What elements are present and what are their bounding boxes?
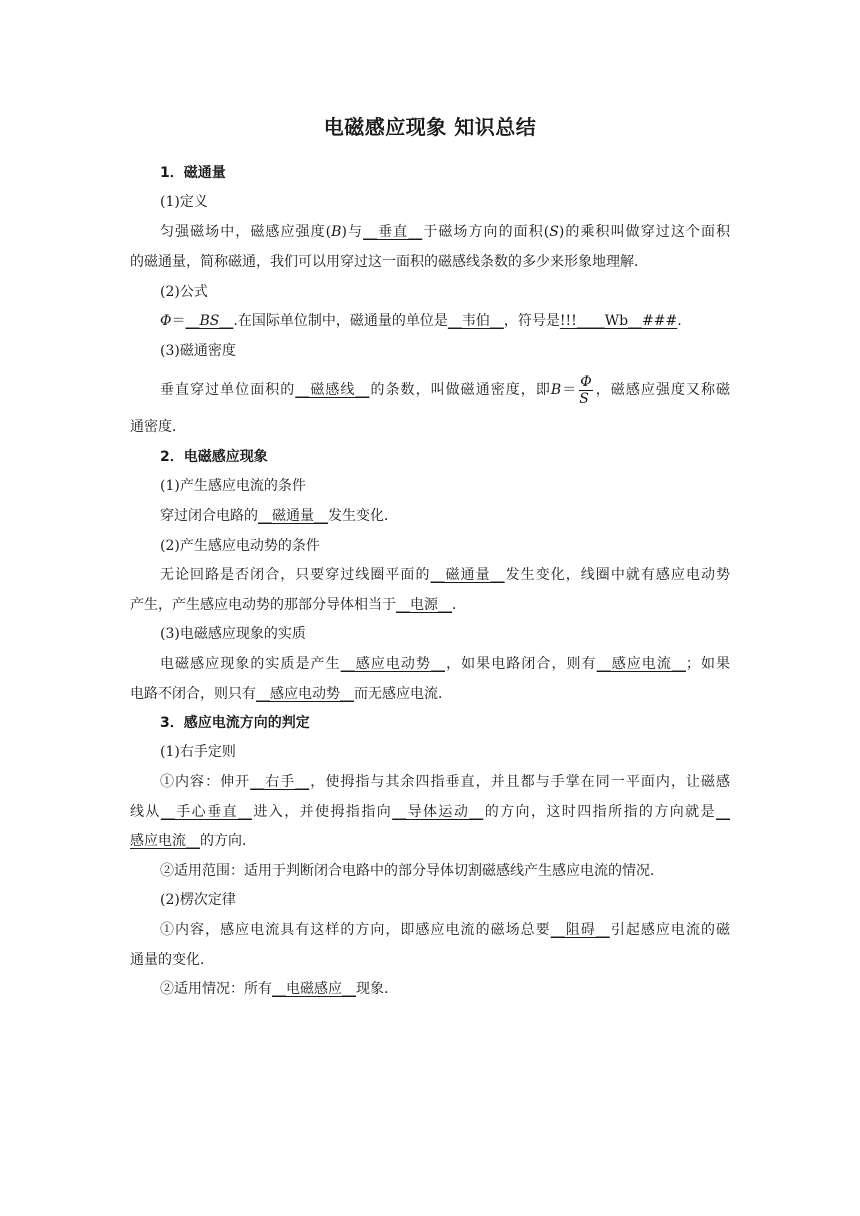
paragraph-right-hand-line2: 线从__手心垂直__进入，并使拇指指向__导体运动__的方向，这时四指所指的方向就是__ (130, 804, 731, 820)
section-heading-1: 1．磁通量 (160, 165, 226, 181)
paragraph-lenz-scope: ②适用情况：所有__电磁感应__现象． (160, 981, 398, 997)
subheading-emf-condition: (2)产生感应电动势的条件 (160, 538, 320, 554)
blank-answer: __感应电动势__ (340, 656, 446, 672)
section-heading-3: 3．感应电流方向的判定 (160, 715, 310, 731)
blank-answer: __磁感线__ (295, 382, 370, 398)
subheading-right-hand-rule: (1)右手定则 (160, 744, 236, 760)
paragraph-right-hand-line3: 感应电流__的方向． (130, 833, 256, 849)
blank-answer: __手心垂直__ (160, 804, 252, 820)
blank-answer: __电源__ (396, 597, 452, 613)
paragraph-essence-line2: 电路不闭合，则只有__感应电动势__而无感应电流． (130, 686, 452, 702)
paragraph-density-line2: 通密度． (130, 419, 186, 435)
blank-answer: __感应电动势__ (256, 686, 354, 702)
blank-answer: __BS__ (185, 313, 234, 329)
subheading-current-condition: (1)产生感应电流的条件 (160, 478, 306, 494)
blank-answer: __垂直__ (363, 224, 423, 240)
paragraph-definition-line2: 的磁通量，简称磁通，我们可以用穿过这一面积的磁感线条数的多少来形象地理解． (130, 254, 648, 270)
subheading-definition: (1)定义 (160, 194, 208, 210)
paragraph-emf-line2: 产生，产生感应电动势的那部分导体相当于__电源__． (130, 597, 466, 613)
section-heading-2: 2．电磁感应现象 (160, 449, 268, 465)
blank-answer: __ (716, 804, 731, 820)
blank-answer: !!!____Wb__### (559, 313, 678, 329)
paragraph-definition-line1: 匀强磁场中，磁感应强度(B)与__垂直__于磁场方向的面积(S)的乘积叫做穿过这个面积 (160, 224, 731, 240)
paragraph-lenz-line1: ①内容，感应电流具有这样的方向，即感应电流的磁场总要__阻碍__引起感应电流的磁 (160, 922, 731, 938)
paragraph-density-line1: 垂直穿过单位面积的__磁感线__的条数，叫做磁通密度，即B＝ $\frac{\Phi}{S}$ ，磁感应强度又称磁 (160, 373, 731, 407)
paragraph-essence-line1: 电磁感应现象的实质是产生__感应电动势__，如果电路闭合，则有__感应电流__；如果 (160, 656, 731, 672)
fraction-phi-over-s: $\frac{\Phi}{S}$ (579, 373, 592, 407)
subheading-density: (3)磁通密度 (160, 343, 236, 359)
paragraph-right-hand-scope: ②适用范围：适用于判断闭合电路中的部分导体切割磁感线产生感应电流的情况． (160, 863, 664, 879)
blank-answer: __阻碍__ (550, 922, 610, 938)
paragraph-emf-line1: 无论回路是否闭合，只要穿过线圈平面的__磁通量__发生变化，线圈中就有感应电动势 (160, 567, 731, 583)
blank-answer: __电磁感应__ (272, 981, 356, 997)
blank-answer: __导体运动__ (392, 804, 484, 820)
subheading-essence: (3)电磁感应现象的实质 (160, 626, 306, 642)
blank-answer: 感应电流__ (130, 833, 200, 849)
subheading-formula: (2)公式 (160, 284, 208, 300)
blank-answer: __磁通量__ (258, 508, 328, 524)
blank-answer: __磁通量__ (430, 567, 505, 583)
subheading-lenz-law: (2)楞次定律 (160, 892, 236, 908)
paragraph-formula: Φ＝__BS__.在国际单位制中，磁通量的单位是__韦伯__，符号是!!!____Wb__###. (160, 313, 682, 329)
blank-answer: __右手__ (250, 774, 310, 790)
paragraph-right-hand-line1: ①内容：伸开__右手__，使拇指与其余四指垂直，并且都与手掌在同一平面内，让磁感 (160, 774, 731, 790)
blank-answer: __感应电流__ (596, 656, 686, 672)
paragraph-current-condition: 穿过闭合电路的__磁通量__发生变化． (160, 508, 398, 524)
blank-answer: __韦伯__ (447, 313, 504, 329)
paragraph-lenz-line2: 通量的变化． (130, 952, 214, 968)
page-title: 电磁感应现象 知识总结 (323, 115, 537, 139)
